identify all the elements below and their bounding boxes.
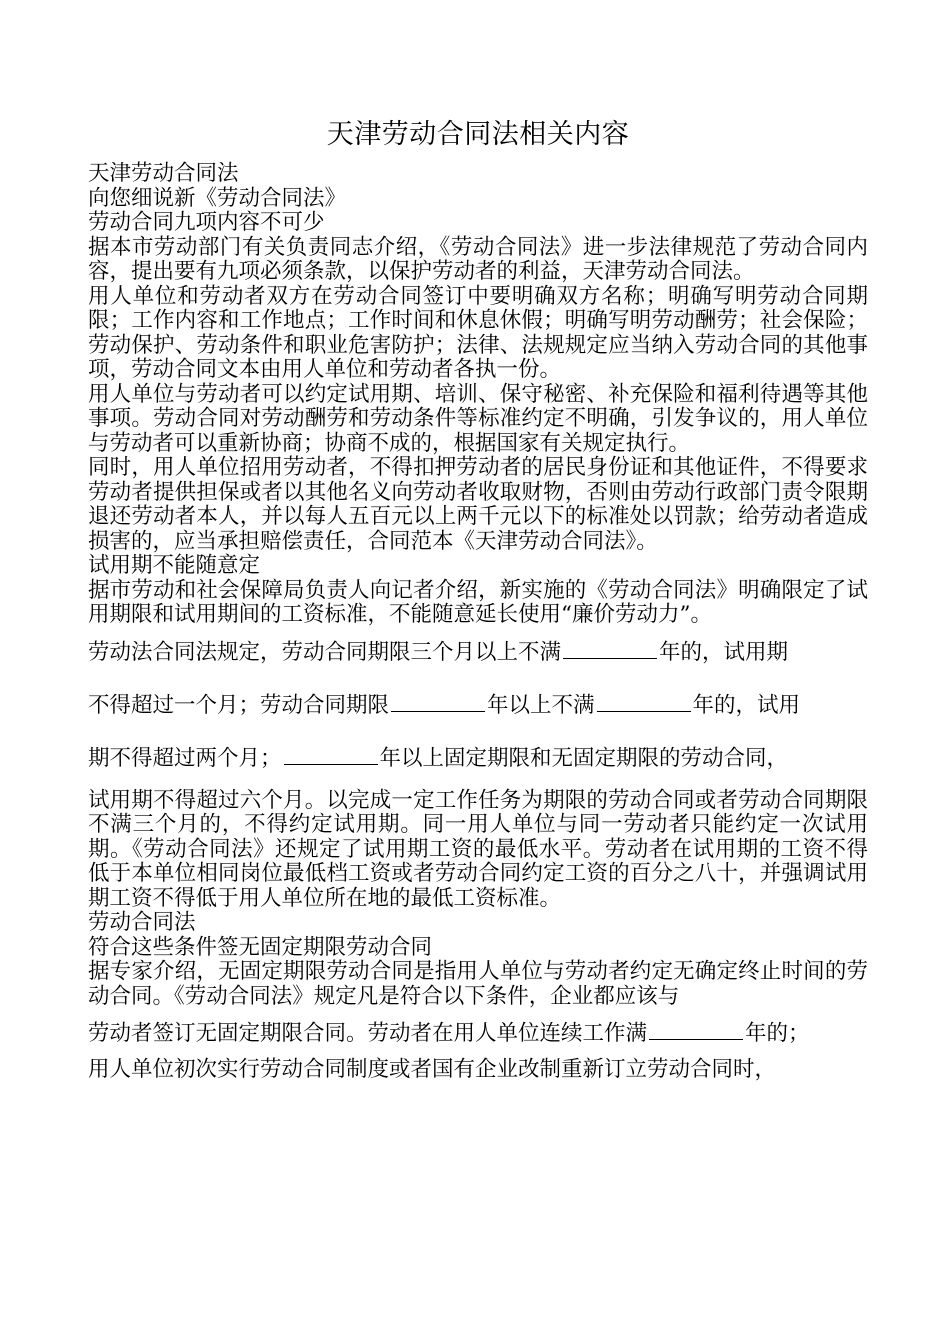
fill-in-line (88, 742, 868, 773)
paragraph: 据本市劳动部门有关负责同志介绍，《劳动合同法》进一步法律规范了劳动合同内容，提出要有九项必须条款，以保护劳动者的利益，天津劳动合同法。 (88, 234, 868, 284)
text-segment: 年以上固定期限和无固定期限的劳动合同， (379, 745, 789, 771)
section-heading: 劳动合同法 (88, 910, 196, 935)
fill-blank[interactable] (563, 636, 657, 659)
document-title: 天津劳动合同法相关内容 (326, 119, 630, 150)
text-segment: 年的，试用 (692, 692, 801, 718)
paragraph: 试用期不得超过六个月。以完成一定工作任务为期限的劳动合同或者劳动合同期限不满三个月的，不得约定试用期。同一用人单位与同一劳动者只能约定一次试用期。《劳动合同法》还规定了试用期工资的最低水平。劳动者在试用期的工资不得低于本单位相同岗位最低档工资或者劳动合同约定工资的百分之八十，并强调试用期工资不得低于用人单位所在地的最低工资标准。 (88, 787, 868, 911)
fill-blank[interactable] (597, 689, 691, 712)
paragraph: 同时，用人单位招用劳动者，不得扣押劳动者的居民身份证和其他证件，不得要求劳动者提供担保或者以其他名义向劳动者收取财物，否则由劳动行政部门责令限期退还劳动者本人，并以每人五百元以上两千元以下的标准处以罚款；给劳动者造成损害的，应当承担赔偿责任，合同范本《天津劳动合同法》。 (88, 455, 868, 554)
paragraph: 向您细说新《劳动合同法》 (88, 185, 347, 211)
paragraph: 用人单位和劳动者双方在劳动合同签订中要明确双方名称；明确写明劳动合同期限；工作内容和工作地点；工作时间和休息休假；明确写明劳动酬劳；社会保险；劳动保护、劳动条件和职业危害防护；法律、法规规定应当纳入劳动合同的其他事项，劳动合同文本由用人单位和劳动者各执一份。 (88, 283, 868, 382)
fill-in-line (88, 689, 868, 720)
fill-blank[interactable] (284, 742, 378, 765)
paragraph: 据专家介绍，无固定期限劳动合同是指用人单位与劳动者约定无确定终止时间的劳动合同。《劳动合同法》规定凡是符合以下条件，企业都应该与 (88, 959, 868, 1009)
fill-in-line (88, 636, 868, 667)
fill-in-line (88, 1017, 868, 1048)
paragraph: 用人单位与劳动者可以约定试用期、培训、保守秘密、补充保险和福利待遇等其他事项。劳动合同对劳动酬劳和劳动条件等标准约定不明确，引发争议的，用人单位与劳动者可以重新协商；协商不成的，根据国家有关规定执行。 (88, 381, 868, 456)
document-page (88, 118, 868, 1084)
text-segment: 劳动者签订无固定期限合同。劳动者在用人单位连续工作满 (88, 1021, 648, 1046)
section-heading: 试用期不能随意定 (88, 553, 261, 578)
section-heading: 符合这些条件签无固定期限劳动合同 (88, 934, 433, 960)
paragraph: 用人单位初次实行劳动合同制度或者国有企业改制重新订立劳动合同时， (88, 1057, 777, 1082)
text-segment: 不得超过一个月；劳动合同期限 (88, 692, 390, 718)
paragraph: 据市劳动和社会保障局负责人向记者介绍，新实施的《劳动合同法》明确限定了试用期限和试用期间的工资标准，不能随意延长使用“廉价劳动力”。 (88, 577, 868, 627)
text-segment: 年以上不满 (487, 692, 595, 718)
text-segment: 年的，试用期 (659, 639, 789, 665)
text-segment: 年的； (745, 1021, 810, 1046)
fill-blank[interactable] (649, 1017, 743, 1040)
paragraph: 天津劳动合同法 (88, 161, 239, 186)
text-segment: 期不得超过两个月； (88, 745, 282, 771)
text-segment: 劳动法合同法规定，劳动合同期限三个月以上不满 (88, 639, 562, 665)
fill-blank[interactable] (391, 689, 485, 712)
paragraph: 劳动合同九项内容不可少 (88, 210, 325, 235)
